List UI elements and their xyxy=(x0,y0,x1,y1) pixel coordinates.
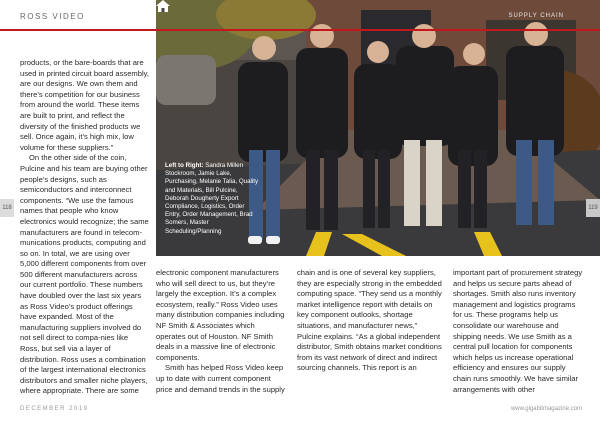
caption-lead: Left to Right: xyxy=(165,162,204,169)
article-column-2 xyxy=(156,268,286,395)
paragraph: products, or the bare-boards that are used in printed circuit board assembly, are our designs. We own them and there’s competition for our business from around the world. These items are built to print, and reflect the diversity of the finished products we sell. Once again, it’s high mix, low volume for these suppliers.” xyxy=(20,58,150,152)
house-icon[interactable] xyxy=(156,0,170,12)
page-number-right: 119 xyxy=(586,199,600,217)
article-column-4 xyxy=(453,268,583,395)
section-title: ROSS VIDEO xyxy=(20,12,85,21)
magazine-section-label: SUPPLY CHAIN xyxy=(508,13,564,19)
article-column-1 xyxy=(20,58,149,397)
website-link[interactable]: www.gigabitmagazine.com xyxy=(510,406,582,412)
paragraph: chain and is one of several key suppliers, they are especially strong in the embedded computing space. “They send us a monthly market intelligence report with details on key component outlooks, shortage situations, and manufacturer news,” Pulcine explains. “As a global independent distributor, Smith obtains market conditions from its vast network of direct and indirect sourcing channels. This report is an xyxy=(297,268,442,373)
photo-caption xyxy=(165,162,260,236)
paragraph: electronic component manufacturers who will sell direct to us, but they’re largely the exception. It’s a complex ecosystem, really.” Ross Video uses many distribution companies including NF Smith & Associates which operates out of Houston. NF Smith deals in a massive line of electronic components. xyxy=(156,268,285,362)
paragraph: important part of procurement strategy and helps us secure parts ahead of shortages. Smith also runs inventory management and logistics programs for us. These programs help us consolidate our warehouse and shipping needs. We use Smith as a central pull location for components which helps us increase operational efficiency and ensures our supply chain runs smoothly. We have similar arrangements with other xyxy=(453,268,583,394)
header-rule xyxy=(0,29,600,31)
paragraph: On the other side of the coin, Pulcine and his team are buying other people’s designs, such as semiconductors and interconnect components. “We use the famous names that people who know electronics would recognize; the same manufacturers are found in telecom-munications products, computing and so on. In total, we are using over 5,000 different components from over 500 different manufacturers across our current portfolio. These numbers have doubled over the last six years as Ross Video’s product offerings have expanded. Most of the manufacturing suppliers involved do not sell direct to compa-nies like Ross, but sell via a layer of distribution. Ross uses a combination of the largest international electronics distributors and smaller niche players, where appropriate. There are some xyxy=(20,153,149,396)
issue-date: DECEMBER 2019 xyxy=(20,406,89,412)
page-number-left: 118 xyxy=(0,199,14,217)
paragraph: Smith has helped Ross Video keep up to date with current component price and demand trends in the supply xyxy=(156,363,285,394)
caption-body: Sandra Millen Stockroom, Jamie Lake, Purchasing, Melanie Talia, Quality and Materials, Bill Pulcine, Deborah Dougherty Export Compliance, Logistics, Order Entry, Order Management, Brad Somers, Master Scheduling/Planning xyxy=(165,162,259,235)
article-column-3 xyxy=(297,268,443,374)
